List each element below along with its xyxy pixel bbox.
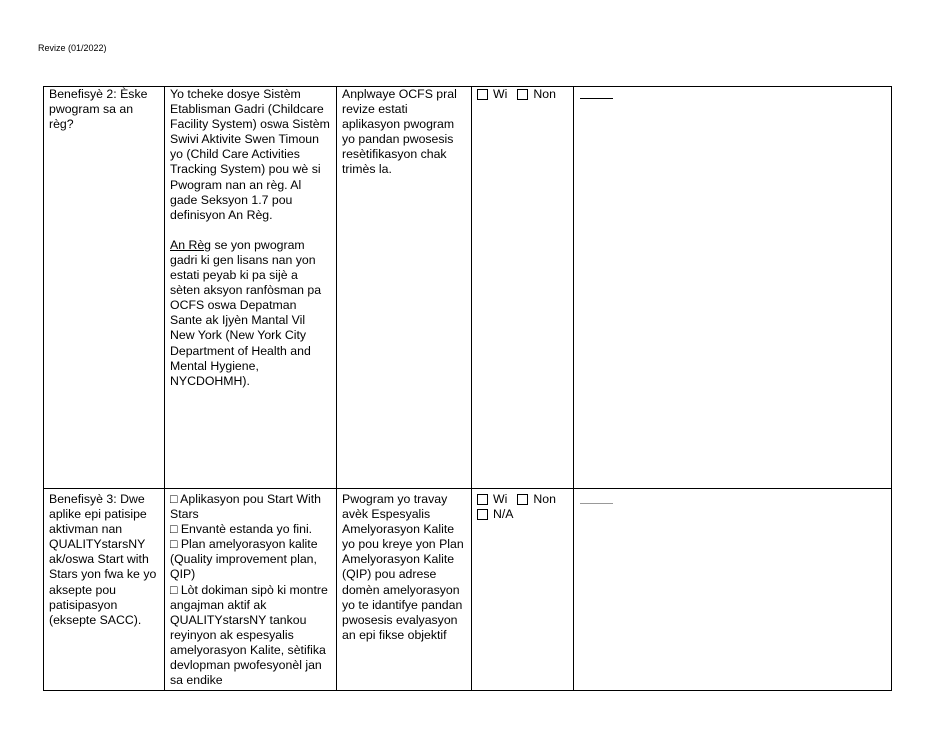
review-item: □ Aplikasyon pou Start With Stars (170, 492, 321, 522)
revision-date: Revize (01/2022) (38, 43, 107, 53)
na-label: N/A (493, 507, 514, 522)
initials-cell (574, 87, 892, 489)
no-option[interactable] (517, 87, 556, 101)
verification-text: Anplwaye OCFS pral revize estati aplikasyon pwogram yo pandan pwosesis resètifikasyon chak trimès la. (342, 87, 457, 177)
no-label: Non (533, 492, 556, 506)
no-checkbox[interactable] (517, 89, 528, 100)
yes-label: Wi (493, 87, 508, 101)
verification-text: Pwogram yo travay avèk Espesyalis Amelyorasyon Kalite yo pou kreye yon Plan Amelyorasyon Kalite (QIP) pou adrese domèn amelyorasyon yo te idantifye pandan pwosesis evalyasyon an epi fikse objektif (342, 492, 464, 642)
yes-label: Wi (493, 492, 508, 506)
review-paragraph: Yo tcheke dosye Sistèm Etablisman Gadri (Childcare Facility System) oswa Sistèm Swivi Aktivite Swen Timoun yo (Child Care Activities Tracking System) pou wè si Pwogram nan an règ. Al gade Seksyon 1.7 pou definisyon An Règ. (170, 87, 330, 222)
verification-cell (337, 489, 472, 691)
benefit-3-text: Benefisyè 3: Dwe aplike epi patisipe aktivman nan QUALITYstarsNY ak/oswa Start with Stars yon fwa ke yo aksepte pou patisipasyon (eksepte SACC). (49, 492, 157, 627)
table-row (44, 87, 892, 489)
no-label: Non (533, 87, 556, 101)
benefit-cell (44, 489, 165, 691)
definition-paragraph (170, 238, 331, 389)
definition-text: se yon pwogram gadri ki gen lisans nan yon estati peyab ki pa sijè a sèten aksyon ranfòsman pa OCFS oswa Depatman Sante ak Ijyèn Mantal Vil New York (New York City Department of Health and Mental Hygiene, NYCDOHMH). (170, 237, 322, 388)
review-item: □ Envantè estanda yo fini. (170, 522, 313, 537)
initials-line[interactable] (580, 87, 613, 99)
na-option[interactable] (477, 507, 514, 521)
review-item: □ Plan amelyorasyon kalite (Quality improvement plan, QIP) (170, 537, 318, 582)
review-cell (165, 489, 337, 691)
na-checkbox[interactable] (477, 509, 488, 520)
initials-line[interactable] (580, 492, 613, 504)
verification-cell (337, 87, 472, 489)
table-row (44, 489, 892, 691)
review-cell (165, 87, 337, 489)
options-cell (472, 87, 574, 489)
options-cell (472, 489, 574, 691)
initials-cell (574, 489, 892, 691)
yes-checkbox[interactable] (477, 89, 488, 100)
defined-term: An Règ (170, 237, 212, 252)
benefit-2-text: Benefisyè 2: Èske pwogram sa an règ? (49, 87, 148, 132)
no-checkbox[interactable] (517, 494, 528, 505)
yes-option[interactable] (477, 492, 507, 506)
review-item: □ Lòt dokiman sipò ki montre angajman aktif ak QUALITYstarsNY tankou reyinyon ak espesyalis amelyorasyon Kalite, sètifika devlopman pwofesyonèl jan sa endike (170, 582, 328, 688)
benefit-cell (44, 87, 165, 489)
yes-option[interactable] (477, 87, 507, 101)
no-option[interactable] (517, 492, 556, 506)
yes-checkbox[interactable] (477, 494, 488, 505)
benefits-table (43, 86, 892, 691)
